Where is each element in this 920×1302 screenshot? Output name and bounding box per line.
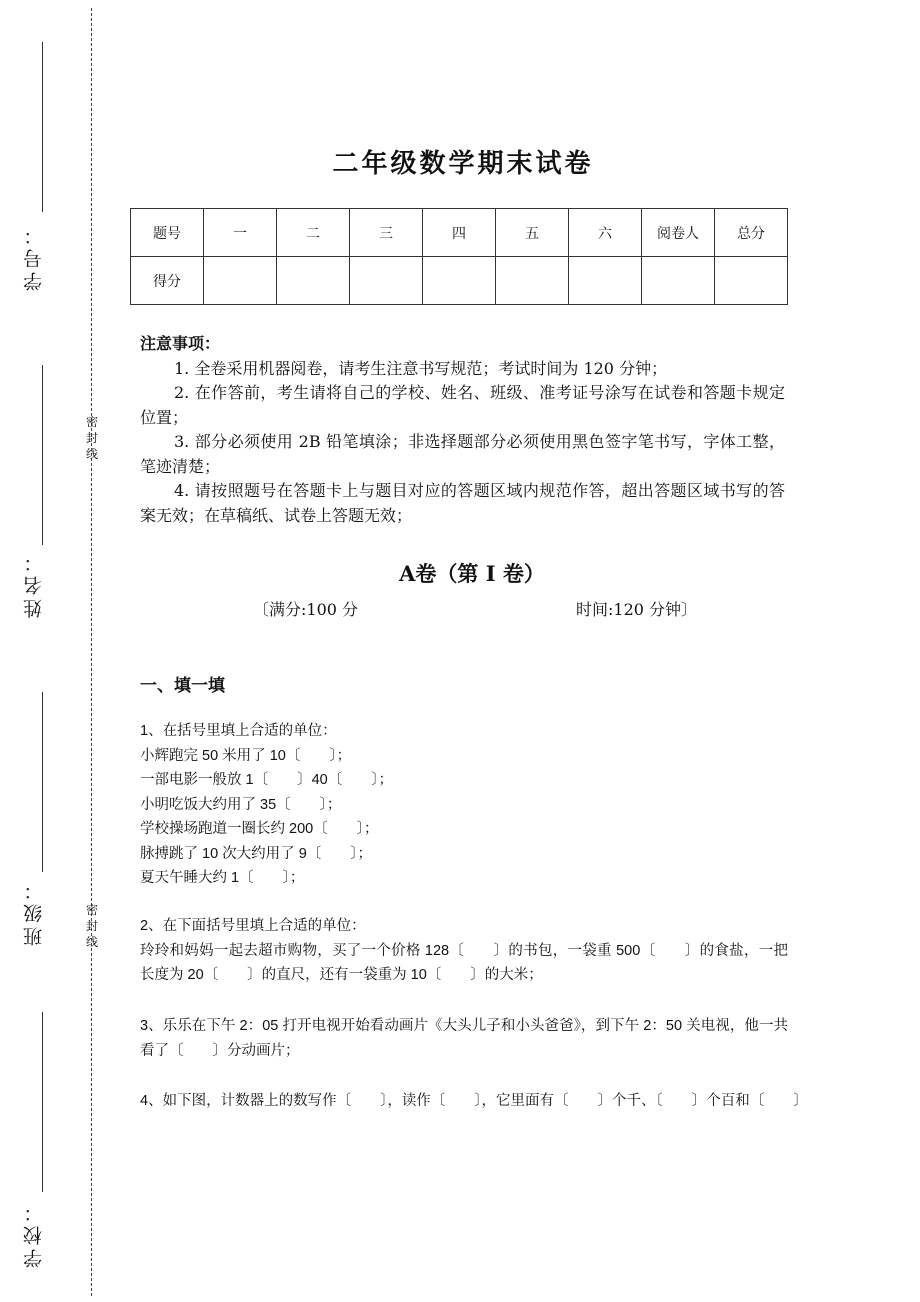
question-body: 4、如下图，计数器上的数写作〔 〕，读作〔 〕，它里面有〔 〕个千、〔 〕个百和〔 〕 — [140, 1093, 808, 1109]
notice-item: 2. 在作答前，考生请将自己的学校、姓名、班级、准考证号涂写在试卷和答题卡规定位置； — [140, 383, 785, 427]
notice-item: 3. 部分必须使用 2B 铅笔填涂；非选择题部分必须使用黑色签字笔书写，字体工整，笔迹清楚； — [140, 432, 785, 476]
class-label: 班级： — [23, 877, 45, 947]
score-cell[interactable] — [715, 257, 788, 305]
notice-item: 1. 全卷采用机器阅卷，请考生注意书写规范；考试时间为 120 分钟； — [174, 358, 668, 378]
question-line: 夏天午睡大约 1〔 〕； — [140, 870, 305, 886]
score-row-label: 得分 — [131, 257, 204, 305]
score-table-header-row — [131, 209, 788, 257]
question-stem: 1、在括号里填上合适的单位： — [140, 723, 337, 739]
question-line: 小明吃饭大约用了 35〔 〕； — [140, 796, 342, 813]
score-cell[interactable] — [277, 257, 350, 305]
score-cell[interactable] — [569, 257, 642, 305]
question-line: 一部电影一般放 1〔 〕40〔 〕； — [140, 772, 393, 788]
name-label: 姓名： — [23, 549, 45, 619]
score-table — [130, 208, 788, 305]
score-cell[interactable] — [204, 257, 277, 305]
section-heading: 一、填一填 — [140, 676, 225, 696]
notice-block — [140, 332, 785, 528]
seal-text-lower: 密封线 — [85, 903, 98, 949]
header-cell: 五 — [496, 209, 569, 257]
score-cell[interactable] — [423, 257, 496, 305]
exam-title: 二年级数学期末试卷 — [332, 149, 594, 179]
question-1 — [140, 719, 788, 891]
score-cell[interactable] — [642, 257, 715, 305]
class-underline — [42, 692, 43, 872]
student-id-underline — [42, 42, 43, 212]
header-cell: 四 — [423, 209, 496, 257]
score-table-score-row — [131, 257, 788, 305]
full-score: 〔满分:100 分 — [253, 600, 359, 619]
header-cell: 阅卷人 — [642, 209, 715, 257]
question-body: 3、乐乐在下午 2：05 打开电视开始看动画片《大头儿子和小头爸爸》，到下午 2：50 关电视，他一共看了〔 〕分动画片； — [140, 1018, 788, 1059]
question-body: 玲玲和妈妈一起去超市购物，买了一个价格 128〔 〕的书包，一袋重 500〔 〕的食盐，一把长度为 20〔 〕的直尺，还有一袋重为 10〔 〕的大米； — [140, 942, 788, 983]
header-cell: 题号 — [131, 209, 204, 257]
paper-title: A卷（第 I 卷） — [399, 561, 545, 586]
school-label: 学校： — [23, 1199, 45, 1269]
seal-text-upper: 密封线 — [85, 415, 98, 461]
question-line: 脉搏跳了 10 次大约用了 9〔 〕； — [140, 845, 373, 862]
question-line: 学校操场跑道一圈长约 200〔 〕； — [140, 821, 379, 837]
score-cell[interactable] — [496, 257, 569, 305]
question-3 — [140, 1014, 788, 1063]
school-underline — [42, 1012, 43, 1192]
score-cell[interactable] — [350, 257, 423, 305]
question-2 — [140, 914, 788, 988]
question-stem: 2、在下面括号里填上合适的单位： — [140, 918, 366, 934]
notice-item: 4. 请按照题号在答题卡上与题目对应的答题区域内规范作答，超出答题区域书写的答案无效；在草稿纸、试卷上答题无效； — [140, 481, 785, 525]
header-cell: 总分 — [715, 209, 788, 257]
name-underline — [42, 365, 43, 545]
header-cell: 一 — [204, 209, 277, 257]
exam-time: 时间:120 分钟〕 — [576, 600, 698, 619]
student-id-label: 学号： — [23, 222, 45, 292]
notice-heading: 注意事项： — [140, 334, 221, 353]
header-cell: 六 — [569, 209, 642, 257]
seal-dashed-line — [91, 8, 92, 1296]
question-4 — [140, 1089, 808, 1114]
header-cell: 二 — [277, 209, 350, 257]
question-line: 小辉跑完 50 米用了 10〔 〕； — [140, 747, 352, 764]
header-cell: 三 — [350, 209, 423, 257]
